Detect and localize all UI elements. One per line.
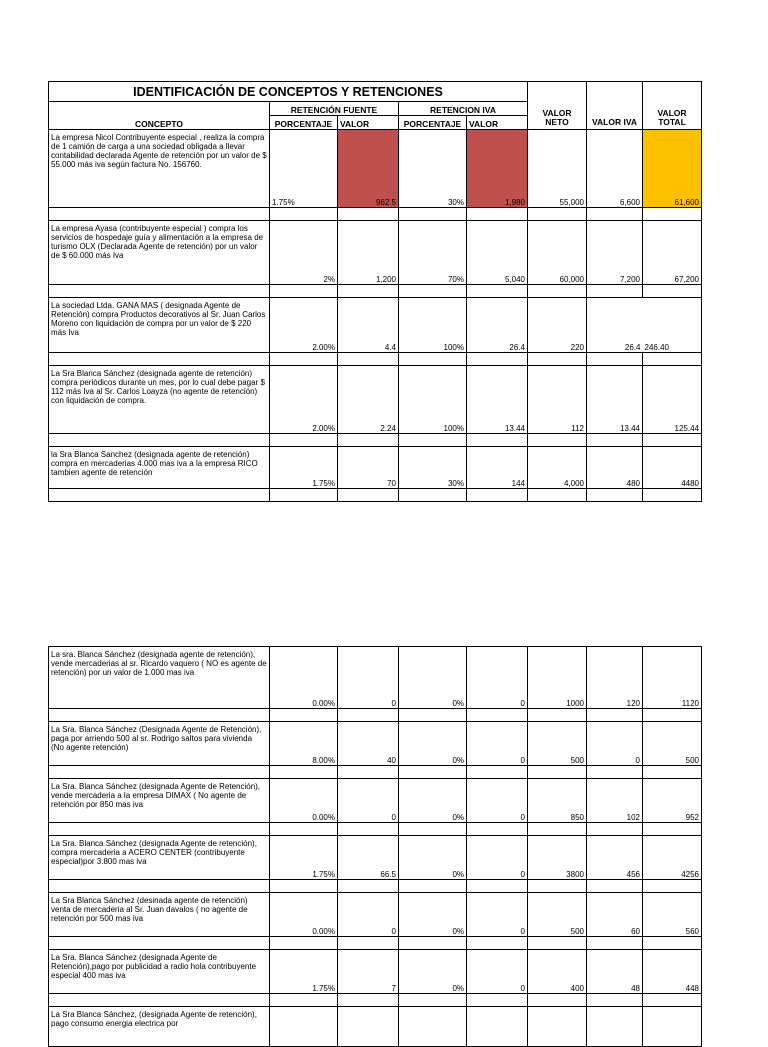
spacer-row <box>49 880 702 893</box>
concepto-cell: La Sra Blanca Sánchez, (designada Agente de retención), pago consumo energia electrica por <box>49 1007 270 1047</box>
ri-valor-cell: 13.44 <box>467 366 528 434</box>
empty-cell <box>399 880 467 893</box>
empty-cell <box>587 353 643 366</box>
ri-valor-cell: 5,040 <box>467 221 528 285</box>
rf-porcentaje-cell: 0.00% <box>270 779 338 823</box>
valor-iva-cell: 480 <box>587 447 643 489</box>
ri-valor-cell: 0 <box>467 647 528 709</box>
empty-cell <box>49 937 270 950</box>
empty-cell <box>643 285 702 298</box>
rf-valor-cell: 7 <box>338 950 399 994</box>
header-valor-total: VALOR TOTAL <box>643 82 702 130</box>
valor-iva-cell: 6,600 <box>587 130 643 208</box>
rf-porcentaje-cell: 1.75% <box>270 447 338 489</box>
rf-porcentaje-cell: 1.75% <box>270 130 338 208</box>
spacer-row <box>49 434 702 447</box>
empty-cell <box>399 994 467 1007</box>
empty-cell <box>528 434 587 447</box>
table-row <box>49 447 702 489</box>
concepto-cell: La sociedad Ltda. GANA MAS ( designada Agente de Retención) compra Productos decorativos al Sr. Juan Carlos Moreno con liquidación de compra por un valor de $ 220 más Iva <box>49 298 270 353</box>
empty-cell <box>528 489 587 502</box>
rf-porcentaje-cell: 1.75% <box>270 836 338 880</box>
empty-cell <box>338 709 399 722</box>
rf-valor-cell: 1,200 <box>338 221 399 285</box>
empty-cell <box>49 823 270 836</box>
table-row <box>49 647 702 709</box>
valor-neto-cell: 500 <box>528 893 587 937</box>
valor-iva-cell <box>587 1007 643 1047</box>
ri-porcentaje-cell: 30% <box>399 447 467 489</box>
valor-iva-cell: 13.44 <box>587 366 643 434</box>
empty-cell <box>338 880 399 893</box>
valor-iva-cell: 7,200 <box>587 221 643 285</box>
header-retencion-fuente: RETENCIÓN FUENTE <box>270 102 399 116</box>
ri-porcentaje-cell: 70% <box>399 221 467 285</box>
concepto-cell: La Sra. Blanca Sánchez (designada Agente de retención), compra mercaderia a ACERO CENTER (contribuyente especial)por 3.800 mas iva <box>49 836 270 880</box>
empty-cell <box>587 208 643 221</box>
table-title: IDENTIFICACIÓN DE CONCEPTOS Y RETENCIONES <box>49 82 528 102</box>
empty-cell <box>49 434 270 447</box>
valor-neto-cell: 112 <box>528 366 587 434</box>
empty-cell <box>528 766 587 779</box>
valor-total-cell: 500 <box>643 722 702 766</box>
empty-cell <box>399 709 467 722</box>
retenciones-table-continued <box>48 646 702 1047</box>
empty-cell <box>399 208 467 221</box>
empty-cell <box>643 880 702 893</box>
empty-cell <box>338 353 399 366</box>
ri-valor-cell: 0 <box>467 779 528 823</box>
empty-cell <box>270 285 338 298</box>
empty-cell <box>643 353 702 366</box>
rf-valor-cell: 66.5 <box>338 836 399 880</box>
empty-cell <box>338 285 399 298</box>
valor-total-cell: 952 <box>643 779 702 823</box>
valor-neto-cell: 220 <box>528 298 587 353</box>
table-row <box>49 1007 702 1047</box>
spacer-row <box>49 994 702 1007</box>
ri-valor-cell: 26.4 <box>467 298 528 353</box>
empty-cell <box>399 766 467 779</box>
valor-iva-cell: 102 <box>587 779 643 823</box>
spacer-row <box>49 208 702 221</box>
empty-cell <box>643 994 702 1007</box>
ri-valor-cell: 144 <box>467 447 528 489</box>
empty-cell <box>270 766 338 779</box>
header-rf-porcentaje: PORCENTAJE <box>270 116 338 130</box>
valor-total-cell: 560 <box>643 893 702 937</box>
valor-total-cell: 1120 <box>643 647 702 709</box>
concepto-cell: La Sra Blanca Sánchez (desinada agente de retención) venta de mercaderia al Sr. Juan davalos ( no agente de retención por 500 mas iva <box>49 893 270 937</box>
empty-cell <box>467 766 528 779</box>
header-retencion-iva: RETENCION IVA <box>399 102 528 116</box>
spacer-row <box>49 489 702 502</box>
empty-cell <box>467 709 528 722</box>
concepto-cell: La sra. Blanca Sánchez (designada agente de retención), vende mercaderias al sr. Ricardo vaquero ( NO es agente de retención) por un valor de 1.000 mas iva <box>49 647 270 709</box>
table-row <box>49 130 702 208</box>
ri-valor-cell: 0 <box>467 893 528 937</box>
table-row <box>49 779 702 823</box>
empty-cell <box>467 937 528 950</box>
empty-cell <box>528 823 587 836</box>
empty-cell <box>49 880 270 893</box>
empty-cell <box>467 208 528 221</box>
empty-cell <box>587 489 643 502</box>
table-row <box>49 221 702 285</box>
empty-cell <box>643 766 702 779</box>
empty-cell <box>399 937 467 950</box>
empty-cell <box>338 994 399 1007</box>
header-concepto: CONCEPTO <box>49 102 270 130</box>
empty-cell <box>49 208 270 221</box>
ri-porcentaje-cell: 0% <box>399 836 467 880</box>
empty-cell <box>467 994 528 1007</box>
header-ri-valor: VALOR <box>467 116 528 130</box>
rf-valor-cell: 70 <box>338 447 399 489</box>
empty-cell <box>467 434 528 447</box>
empty-cell <box>338 208 399 221</box>
empty-cell <box>587 766 643 779</box>
empty-cell <box>587 709 643 722</box>
empty-cell <box>587 434 643 447</box>
ri-valor-cell: 0 <box>467 950 528 994</box>
concepto-cell: La Sra. Blanca Sánchez (Designada Agente de Retención), paga por arriendo 500 al sr. Rodrigo saltos para vivienda (No agente retención) <box>49 722 270 766</box>
ri-porcentaje-cell <box>399 1007 467 1047</box>
table-row <box>49 950 702 994</box>
empty-cell <box>270 489 338 502</box>
empty-cell <box>587 880 643 893</box>
valor-neto-cell: 850 <box>528 779 587 823</box>
valor-total-cell: 4480 <box>643 447 702 489</box>
rf-porcentaje-cell: 8.00% <box>270 722 338 766</box>
concepto-cell: La empresa Ayasa (contribuyente especial ) compra los servicios de hospedaje guía y alimentación a la empresa de turismo OLX (Declarada Agente de retención) por un valor de $ 60.000 más Iva <box>49 221 270 285</box>
table-row <box>49 366 702 434</box>
empty-cell <box>270 994 338 1007</box>
header-ri-porcentaje: PORCENTAJE <box>399 116 467 130</box>
rf-valor-cell: 2.24 <box>338 366 399 434</box>
valor-total-cell: 125.44 <box>643 366 702 434</box>
empty-cell <box>528 285 587 298</box>
empty-cell <box>49 489 270 502</box>
rf-porcentaje-cell: 2.00% <box>270 298 338 353</box>
table-row <box>49 298 702 353</box>
empty-cell <box>643 823 702 836</box>
valor-iva-cell: 0 <box>587 722 643 766</box>
spacer-row <box>49 823 702 836</box>
valor-iva-cell: 456 <box>587 836 643 880</box>
empty-cell <box>643 434 702 447</box>
valor-total-cell <box>643 1007 702 1047</box>
empty-cell <box>49 709 270 722</box>
valor-total-cell: 67,200 <box>643 221 702 285</box>
rf-valor-cell: 0 <box>338 779 399 823</box>
empty-cell <box>270 709 338 722</box>
empty-cell <box>399 285 467 298</box>
ri-porcentaje-cell: 30% <box>399 130 467 208</box>
ri-porcentaje-cell: 0% <box>399 779 467 823</box>
empty-cell <box>643 489 702 502</box>
table-row <box>49 893 702 937</box>
header-valor-neto: VALOR NETO <box>528 82 587 130</box>
empty-cell <box>587 823 643 836</box>
empty-cell <box>338 434 399 447</box>
spacer-row <box>49 937 702 950</box>
ri-porcentaje-cell: 0% <box>399 893 467 937</box>
empty-cell <box>467 880 528 893</box>
empty-cell <box>399 489 467 502</box>
empty-cell <box>270 353 338 366</box>
empty-cell <box>270 880 338 893</box>
empty-cell <box>399 823 467 836</box>
ri-valor-cell <box>467 1007 528 1047</box>
empty-cell <box>643 208 702 221</box>
table-row <box>49 722 702 766</box>
empty-cell <box>528 208 587 221</box>
empty-cell <box>338 489 399 502</box>
empty-cell <box>49 766 270 779</box>
valor-iva-cell: 120 <box>587 647 643 709</box>
rf-porcentaje-cell <box>270 1007 338 1047</box>
concepto-cell: La Sra Blanca Sánchez (designada agente de retención) compra periódicos durante un mes, por lo cual debe pagar $ 112 más Iva al Sr. Carlos Loayza (no agente de retención) con liquidación de compra. <box>49 366 270 434</box>
ri-valor-cell: 0 <box>467 722 528 766</box>
valor-neto-cell: 3800 <box>528 836 587 880</box>
concepto-cell: La Sra. Blanca Sánchez (designada Agente de Retención), vende mercaderia a la empresa DIMAX ( No agente de retención por 850 mas iva <box>49 779 270 823</box>
valor-iva-cell: 26.4 <box>587 298 643 353</box>
empty-cell <box>270 823 338 836</box>
empty-cell <box>399 434 467 447</box>
empty-cell <box>49 353 270 366</box>
valor-neto-cell: 55,000 <box>528 130 587 208</box>
rf-porcentaje-cell: 0.00% <box>270 893 338 937</box>
rf-valor-cell: 4.4 <box>338 298 399 353</box>
ri-valor-cell: 1,980 <box>467 130 528 208</box>
empty-cell <box>528 709 587 722</box>
rf-valor-cell <box>338 1007 399 1047</box>
empty-cell <box>270 937 338 950</box>
valor-neto-cell: 1000 <box>528 647 587 709</box>
empty-cell <box>528 994 587 1007</box>
empty-cell <box>399 353 467 366</box>
valor-total-cell: 4256 <box>643 836 702 880</box>
empty-cell <box>270 434 338 447</box>
empty-cell <box>587 285 643 298</box>
spacer-row <box>49 285 702 298</box>
empty-cell <box>528 353 587 366</box>
empty-cell <box>528 880 587 893</box>
empty-cell <box>467 285 528 298</box>
empty-cell <box>467 823 528 836</box>
rf-valor-cell: 0 <box>338 647 399 709</box>
empty-cell <box>467 353 528 366</box>
valor-total-cell: 448 <box>643 950 702 994</box>
ri-porcentaje-cell: 0% <box>399 647 467 709</box>
spacer-row <box>49 353 702 366</box>
table-row <box>49 836 702 880</box>
empty-cell <box>49 285 270 298</box>
rf-porcentaje-cell: 2.00% <box>270 366 338 434</box>
empty-cell <box>49 994 270 1007</box>
valor-neto-cell: 60,000 <box>528 221 587 285</box>
ri-porcentaje-cell: 100% <box>399 298 467 353</box>
rf-porcentaje-cell: 2% <box>270 221 338 285</box>
valor-total-cell: 61,600 <box>643 130 702 208</box>
header-rf-valor: VALOR <box>338 116 399 130</box>
empty-cell <box>587 994 643 1007</box>
concepto-cell: La Sra. Blanca Sánchez (designada Agente de Retención),pago por publicidad a radio hola contribuyente especial 400 mas iva <box>49 950 270 994</box>
ri-porcentaje-cell: 0% <box>399 722 467 766</box>
rf-valor-cell: 0 <box>338 893 399 937</box>
empty-cell <box>643 937 702 950</box>
valor-iva-cell: 60 <box>587 893 643 937</box>
valor-neto-cell: 400 <box>528 950 587 994</box>
ri-valor-cell: 0 <box>467 836 528 880</box>
concepto-cell: La empresa Nicol Contribuyente especial , realiza la compra de 1 camión de carga a una sociedad obligada a llevar contabilidad declarada Agente de retención por un valor de $ 55.000 más iva según factura No. 156760. <box>49 130 270 208</box>
empty-cell <box>587 937 643 950</box>
retenciones-table <box>48 81 702 502</box>
empty-cell <box>528 937 587 950</box>
valor-neto-cell: 4,000 <box>528 447 587 489</box>
valor-iva-cell: 48 <box>587 950 643 994</box>
rf-valor-cell: 962.5 <box>338 130 399 208</box>
valor-neto-cell: 500 <box>528 722 587 766</box>
empty-cell <box>643 709 702 722</box>
rf-porcentaje-cell: 1.75% <box>270 950 338 994</box>
ri-porcentaje-cell: 100% <box>399 366 467 434</box>
rf-porcentaje-cell: 0.00% <box>270 647 338 709</box>
empty-cell <box>338 766 399 779</box>
rf-valor-cell: 40 <box>338 722 399 766</box>
ri-porcentaje-cell: 0% <box>399 950 467 994</box>
valor-total-cell: 246.40 <box>643 298 702 353</box>
empty-cell <box>338 937 399 950</box>
spacer-row <box>49 709 702 722</box>
spacer-row <box>49 766 702 779</box>
empty-cell <box>270 208 338 221</box>
empty-cell <box>467 489 528 502</box>
valor-neto-cell <box>528 1007 587 1047</box>
empty-cell <box>338 823 399 836</box>
header-valor-iva: VALOR IVA <box>587 82 643 130</box>
concepto-cell: la Sra Blanca Sanchez (designada agente de retención) compra en mercaderias 4.000 mas iva a la empresa RICO tambien agente de retención <box>49 447 270 489</box>
